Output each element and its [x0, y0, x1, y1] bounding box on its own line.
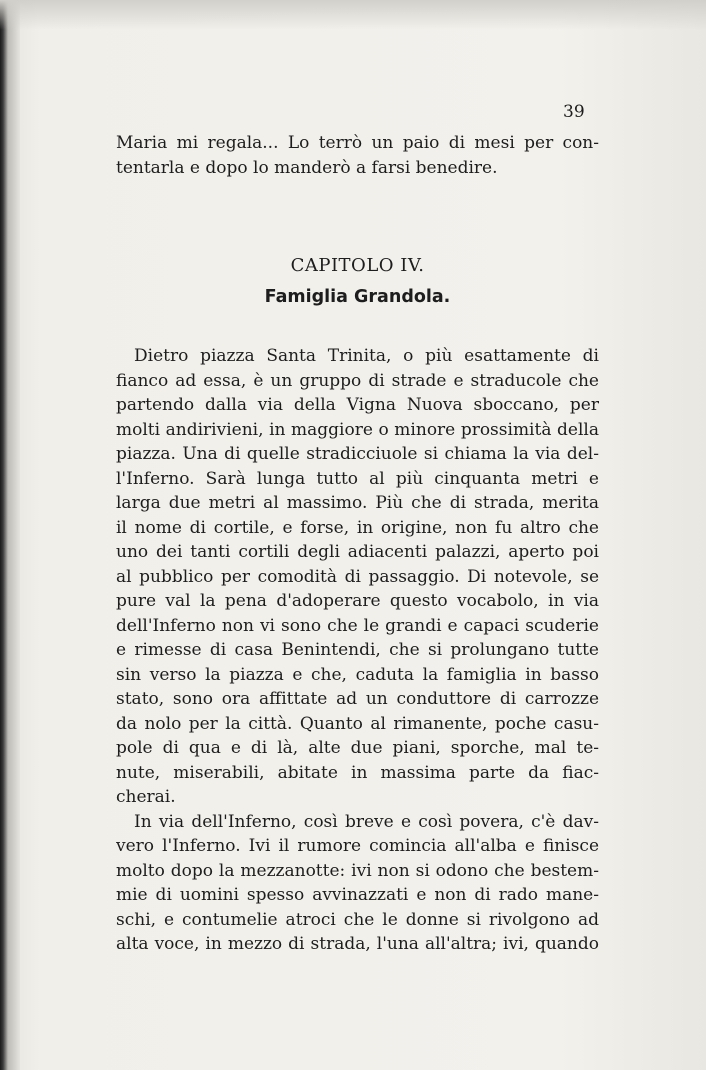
- text-line: Dietro piazza Santa Trinita, o più esattamente di: [134, 346, 599, 366]
- text-line: sin verso la piazza e che, caduta la famiglia in basso: [116, 664, 599, 685]
- text-line: l'Inferno. Sarà lunga tutto al più cinquanta metri e: [116, 468, 599, 489]
- text-line: alta voce, in mezzo di strada, l'una all'altra; ivi, quando: [116, 934, 599, 954]
- text-line: il nome di cortile, e forse, in origine, non fu altro che: [116, 517, 599, 538]
- text-line: cherai.: [116, 787, 176, 807]
- text-line: e rimesse di casa Benintendi, che si prolungano tutte: [116, 640, 599, 660]
- text-line: In via dell'Inferno, così breve e così povera, c'è dav-: [134, 811, 599, 832]
- text-line: larga due metri al massimo. Più che di strada, merita: [116, 493, 599, 513]
- page-binding-edge: [0, 0, 20, 1070]
- text-line: stato, sono ora affittate ad un conduttore di carrozze: [116, 689, 599, 709]
- text-line: Maria mi regala... Lo terrò un paio di mesi per con-: [116, 133, 599, 153]
- text-line: vero l'Inferno. Ivi il rumore comincia all'alba e finisce: [116, 836, 599, 856]
- text-line: partendo dalla via della Vigna Nuova sboccano, per: [116, 395, 599, 415]
- text-line: molti andirivieni, in maggiore o minore prossimità della: [116, 419, 599, 440]
- text-line: dell'Inferno non vi sono che le grandi e capaci scuderie: [116, 615, 599, 636]
- text-line: piazza. Una di quelle stradicciuole si chiama la via del-: [116, 444, 599, 464]
- text-line: da nolo per la città. Quanto al rimanente, poche casu-: [116, 713, 599, 734]
- text-line: fianco ad essa, è un gruppo di strade e straducole che: [116, 370, 599, 391]
- text-line: pole di qua e di là, alte due piani, sporche, mal te-: [116, 738, 599, 758]
- text-line: nute, miserabili, abitate in massima parte da fiac-: [116, 762, 599, 783]
- text-line: schi, e contumelie atroci che le donne si rivolgono ad: [116, 909, 599, 930]
- text-line: uno dei tanti cortili degli adiacenti palazzi, aperto poi: [116, 542, 599, 562]
- text-line: pure val la pena d'adoperare questo vocabolo, in via: [116, 591, 599, 611]
- page-top-shadow: [0, 0, 706, 30]
- section-title: Famiglia Grandola.: [264, 287, 451, 307]
- text-line: molto dopo la mezzanotte: ivi non si odono che bestem-: [116, 860, 599, 881]
- text-line: tentarla e dopo lo manderò a farsi benedire.: [116, 157, 498, 178]
- text-line: mie di uomini spesso avvinazzati e non di rado mane-: [116, 885, 599, 905]
- body-text: [116, 344, 599, 957]
- text-line: al pubblico per comodità di passaggio. Di notevole, se: [116, 566, 599, 587]
- chapter-title: CAPITOLO IV.: [290, 255, 425, 276]
- opening-text: [116, 131, 599, 180]
- page-number: 39: [563, 102, 585, 122]
